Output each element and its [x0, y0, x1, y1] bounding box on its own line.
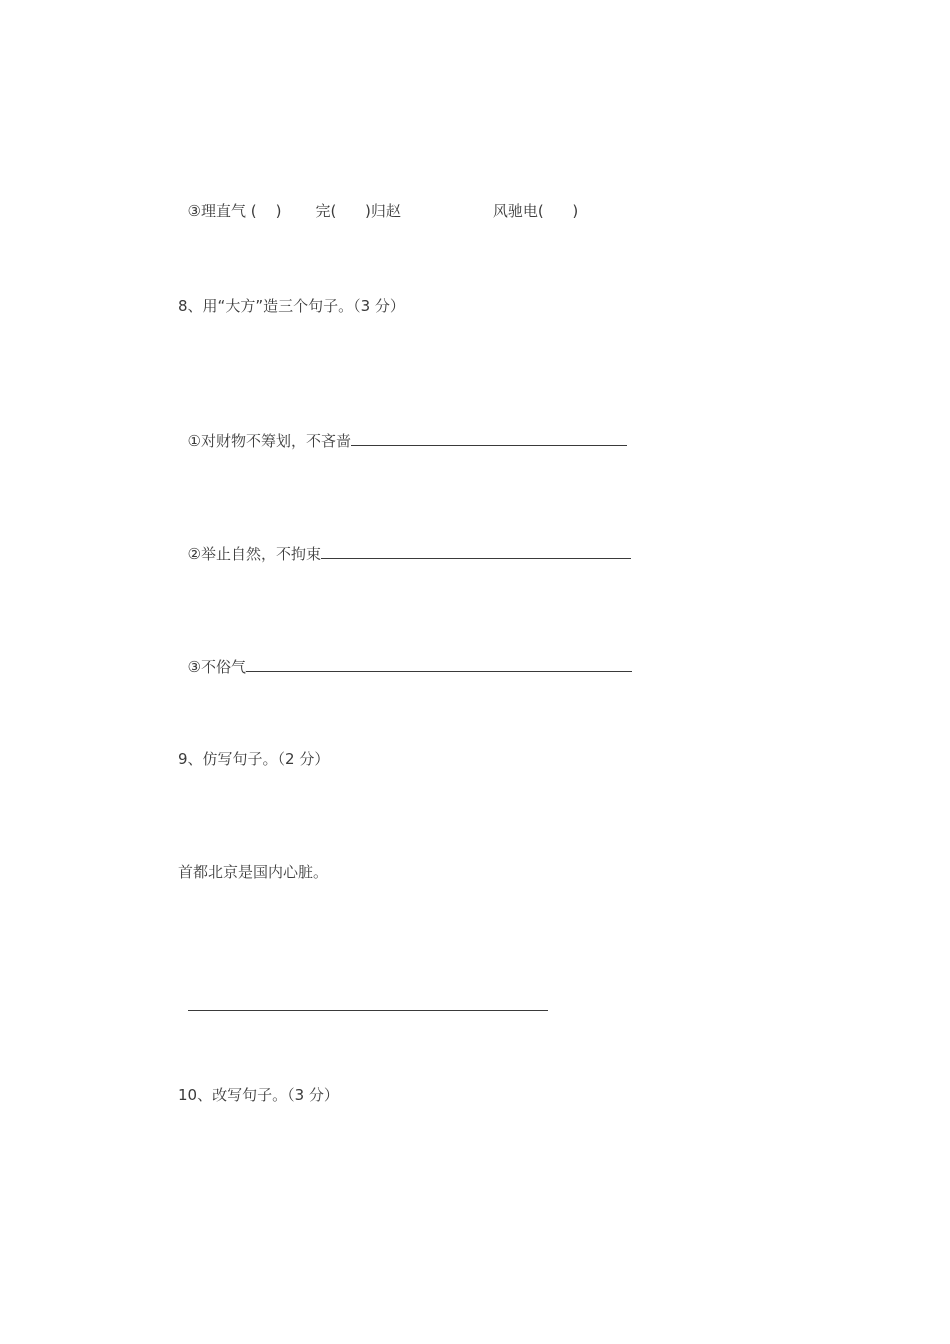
- idiom-blank-1: ③理直气 ( ): [187, 202, 282, 220]
- q9-title: 9、仿写句子。（2 分）: [178, 750, 330, 768]
- answer-blank-line[interactable]: [246, 655, 632, 672]
- q8-item-2-text: ②举止自然，不拘束: [187, 545, 321, 563]
- answer-blank-line[interactable]: [188, 994, 548, 1011]
- q8-item-1: [178, 409, 627, 451]
- q10-title: 10、改写句子。（3 分）: [178, 1086, 339, 1104]
- answer-blank-line[interactable]: [321, 542, 631, 559]
- q9-sentence: 首都北京是国内心脏。: [178, 863, 329, 881]
- q7-item-3: [178, 181, 578, 221]
- idiom-blank-3: 风驰电( ): [492, 202, 579, 220]
- q8-title: 8、用“大方”造三个句子。（3 分）: [178, 297, 405, 315]
- q8-item-3: [178, 635, 632, 677]
- idiom-blank-2: 完( )归赵: [315, 202, 401, 220]
- q8-item-2: [178, 522, 631, 564]
- q8-item-3-text: ③不俗气: [187, 658, 246, 676]
- answer-blank-line[interactable]: [351, 429, 627, 446]
- q9-answer: [178, 974, 548, 1016]
- q8-item-1-text: ①对财物不筹划，不吝啬: [187, 432, 351, 450]
